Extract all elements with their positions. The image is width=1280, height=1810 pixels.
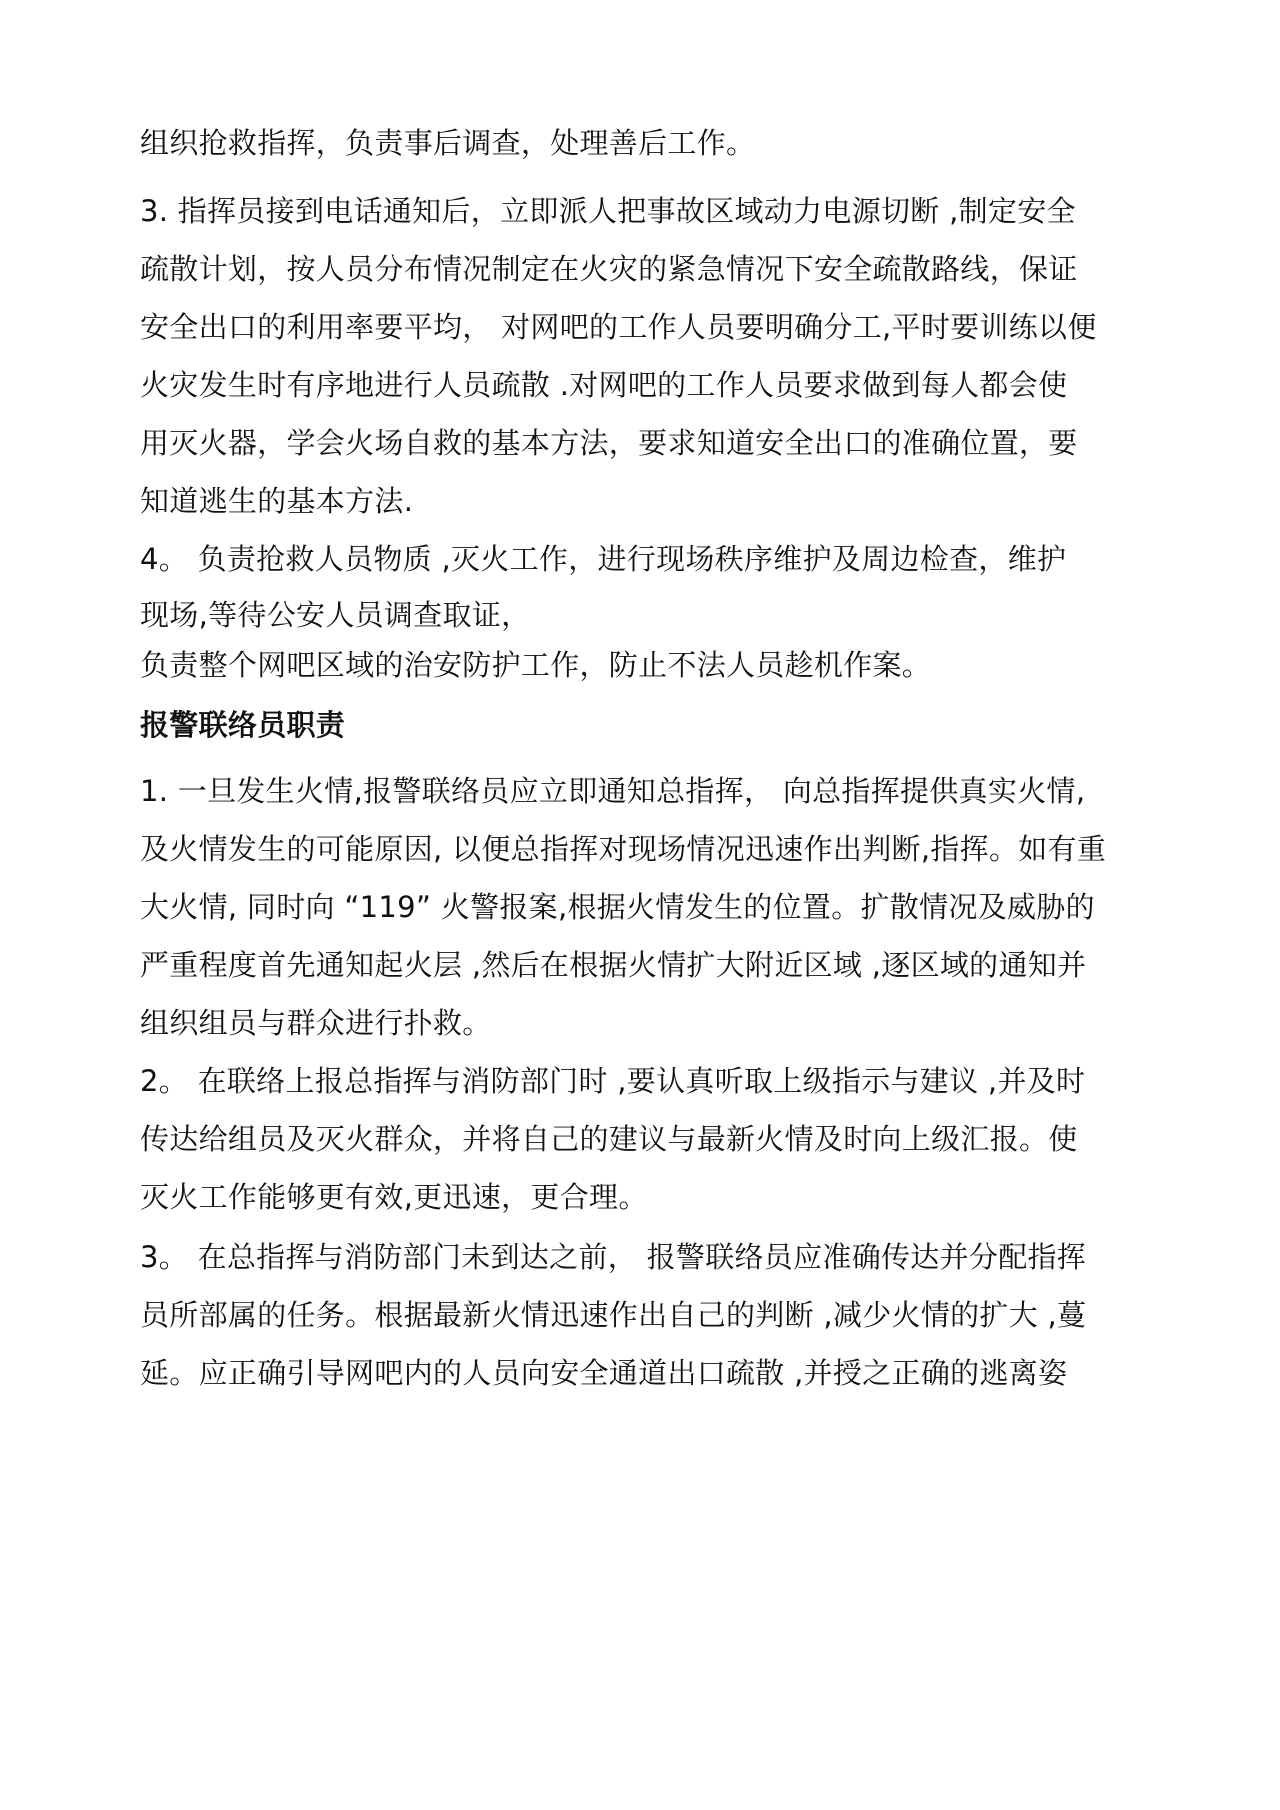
text-line: 安全出口的利用率要平均， 对网吧的工作人员要明确分工,平时要训练以便 xyxy=(140,310,1097,344)
text-line: 灭火工作能够更有效,更迅速，更合理。 xyxy=(140,1180,648,1214)
text-line: 火灾发生时有序地进行人员疏散 .对网吧的工作人员要求做到每人都会使 xyxy=(140,368,1068,402)
text-line: 负责整个网吧区域的治安防护工作，防止不法人员趁机作案。 xyxy=(140,648,932,682)
text-line: 员所部属的任务。根据最新火情迅速作出自己的判断 ,减少火情的扩大 ,蔓 xyxy=(140,1298,1087,1332)
list-item-1: 1. 一旦发生火情,报警联络员应立即通知总指挥， 向总指挥提供真实火情, xyxy=(140,774,1086,808)
text-line: 组织组员与群众进行扑救。 xyxy=(140,1006,492,1040)
list-item-4: 4。 负责抢救人员物质 ,灭火工作，进行现场秩序维护及周边检查，维护 xyxy=(140,542,1067,576)
text-line: 传达给组员及灭火群众，并将自己的建议与最新火情及时向上级汇报。使 xyxy=(140,1122,1078,1156)
text-line: 延。应正确引导网吧内的人员向安全通道出口疏散 ,并授之正确的逃离姿 xyxy=(140,1356,1068,1390)
list-item-3: 3. 指挥员接到电话通知后，立即派人把事故区域动力电源切断 ,制定安全 xyxy=(140,194,1076,228)
section-heading: 报警联络员职责 xyxy=(140,708,346,742)
text-line: 知道逃生的基本方法. xyxy=(140,484,414,518)
list-item-3b: 3。 在总指挥与消防部门未到达之前， 报警联络员应准确传达并分配指挥 xyxy=(140,1240,1087,1274)
text-line: 现场,等待公安人员调查取证， xyxy=(140,598,531,632)
list-item-2: 2。 在联络上报总指挥与消防部门时 ,要认真听取上级指示与建议 ,并及时 xyxy=(140,1064,1086,1098)
text-line: 及火情发生的可能原因, 以便总指挥对现场情况迅速作出判断,指挥。如有重 xyxy=(140,832,1107,866)
text-line: 用灭火器，学会火场自救的基本方法，要求知道安全出口的准确位置，要 xyxy=(140,426,1078,460)
text-line: 严重程度首先通知起火层 ,然后在根据火情扩大附近区域 ,逐区域的通知并 xyxy=(140,948,1087,982)
text-line: 大火情, 同时向 “119” 火警报案,根据火情发生的位置。扩散情况及威胁的 xyxy=(140,890,1095,924)
text-line: 组织抢救指挥，负责事后调查，处理善后工作。 xyxy=(140,126,756,160)
text-line: 疏散计划，按人员分布情况制定在火灾的紧急情况下安全疏散路线，保证 xyxy=(140,252,1078,286)
